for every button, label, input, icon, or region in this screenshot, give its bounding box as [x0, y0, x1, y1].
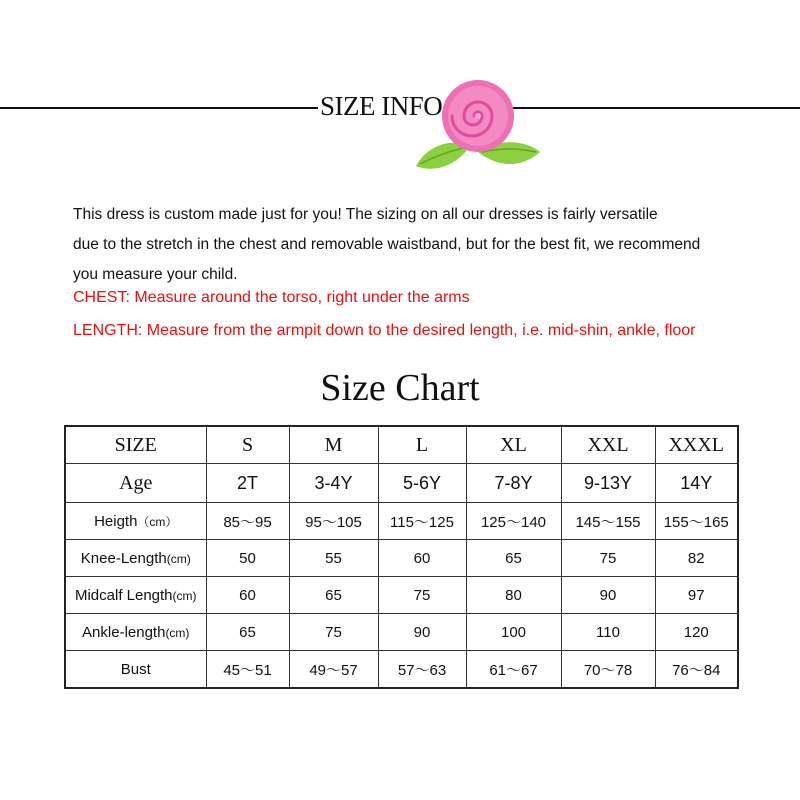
height-cell: 155～165	[655, 503, 738, 540]
size-info-title: SIZE INFO	[320, 91, 443, 121]
midcalf-length-cell: 65	[289, 577, 378, 614]
midcalf-length-label	[65, 577, 206, 614]
height-cell: 115～125	[378, 503, 466, 540]
midcalf-length-cell: 80	[466, 577, 561, 614]
midcalf-length-cell: 60	[206, 577, 289, 614]
size-chart-table	[64, 425, 739, 689]
size-row	[65, 426, 738, 464]
age-row	[65, 464, 738, 503]
intro-line: you measure your child.	[73, 266, 238, 283]
bust-cell: 45～51	[206, 651, 289, 689]
size-label: SIZE	[65, 426, 206, 464]
height-row	[65, 503, 738, 540]
midcalf-length-cell: 90	[561, 577, 655, 614]
ankle-length-cell: 75	[289, 614, 378, 651]
height-label-text: Heigth	[94, 512, 138, 530]
ankle-length-cell: 100	[466, 614, 561, 651]
size-chart-title: Size Chart	[320, 367, 480, 409]
age-cell: 5-6Y	[378, 464, 466, 503]
age-cell: 2T	[206, 464, 289, 503]
size-cell: L	[378, 426, 466, 464]
ankle-length-cell: 90	[378, 614, 466, 651]
age-cell: 14Y	[655, 464, 738, 503]
size-cell: XXL	[561, 426, 655, 464]
header-divider-left	[0, 107, 318, 109]
height-cell: 95～105	[289, 503, 378, 540]
size-cell: S	[206, 426, 289, 464]
rose-icon	[398, 76, 548, 186]
bust-cell: 61～67	[466, 651, 561, 689]
chest-measure-note: CHEST: Measure around the torso, right under the arms	[73, 289, 470, 306]
knee-length-cell: 60	[378, 540, 466, 577]
knee-length-row	[65, 540, 738, 577]
age-cell: 7-8Y	[466, 464, 561, 503]
bust-row	[65, 651, 738, 689]
height-cell: 85～95	[206, 503, 289, 540]
ankle-length-unit: (cm)	[165, 625, 190, 640]
ankle-length-cell: 120	[655, 614, 738, 651]
intro-line: This dress is custom made just for you! The sizing on all our dresses is fairly versatile	[73, 206, 658, 223]
ankle-length-label	[65, 614, 206, 651]
bust-label-text: Bust	[120, 660, 151, 678]
bust-cell: 57～63	[378, 651, 466, 689]
height-label	[65, 503, 206, 540]
knee-length-label	[65, 540, 206, 577]
height-cell: 145～155	[561, 503, 655, 540]
age-label: Age	[65, 464, 206, 503]
age-cell: 3-4Y	[289, 464, 378, 503]
intro-line: due to the stretch in the chest and removable waistband, but for the best fit, we recommend	[73, 236, 701, 253]
size-info-header	[0, 76, 800, 186]
header-divider-right	[512, 107, 800, 109]
midcalf-length-unit: (cm)	[172, 588, 197, 603]
age-cell: 9-13Y	[561, 464, 655, 503]
midcalf-length-cell: 97	[655, 577, 738, 614]
knee-length-unit: (cm)	[166, 551, 191, 566]
knee-length-cell: 65	[466, 540, 561, 577]
ankle-length-cell: 65	[206, 614, 289, 651]
knee-length-label-text: Knee-Length	[80, 549, 167, 567]
size-cell: XXXL	[655, 426, 738, 464]
bust-label	[65, 651, 206, 689]
knee-length-cell: 75	[561, 540, 655, 577]
knee-length-cell: 55	[289, 540, 378, 577]
midcalf-length-label-text: Midcalf Length	[74, 586, 173, 604]
bust-cell: 76～84	[655, 651, 738, 689]
bust-cell: 70～78	[561, 651, 655, 689]
ankle-length-row	[65, 614, 738, 651]
knee-length-cell: 82	[655, 540, 738, 577]
intro-text	[73, 200, 793, 290]
height-unit: （cm）	[137, 514, 178, 529]
ankle-length-label-text: Ankle-length	[82, 623, 166, 641]
midcalf-length-row	[65, 577, 738, 614]
knee-length-cell: 50	[206, 540, 289, 577]
size-cell: M	[289, 426, 378, 464]
size-cell: XL	[466, 426, 561, 464]
ankle-length-cell: 110	[561, 614, 655, 651]
length-measure-note: LENGTH: Measure from the armpit down to the desired length, i.e. mid-shin, ankle, floor	[73, 322, 696, 339]
midcalf-length-cell: 75	[378, 577, 466, 614]
bust-cell: 49～57	[289, 651, 378, 689]
height-cell: 125～140	[466, 503, 561, 540]
